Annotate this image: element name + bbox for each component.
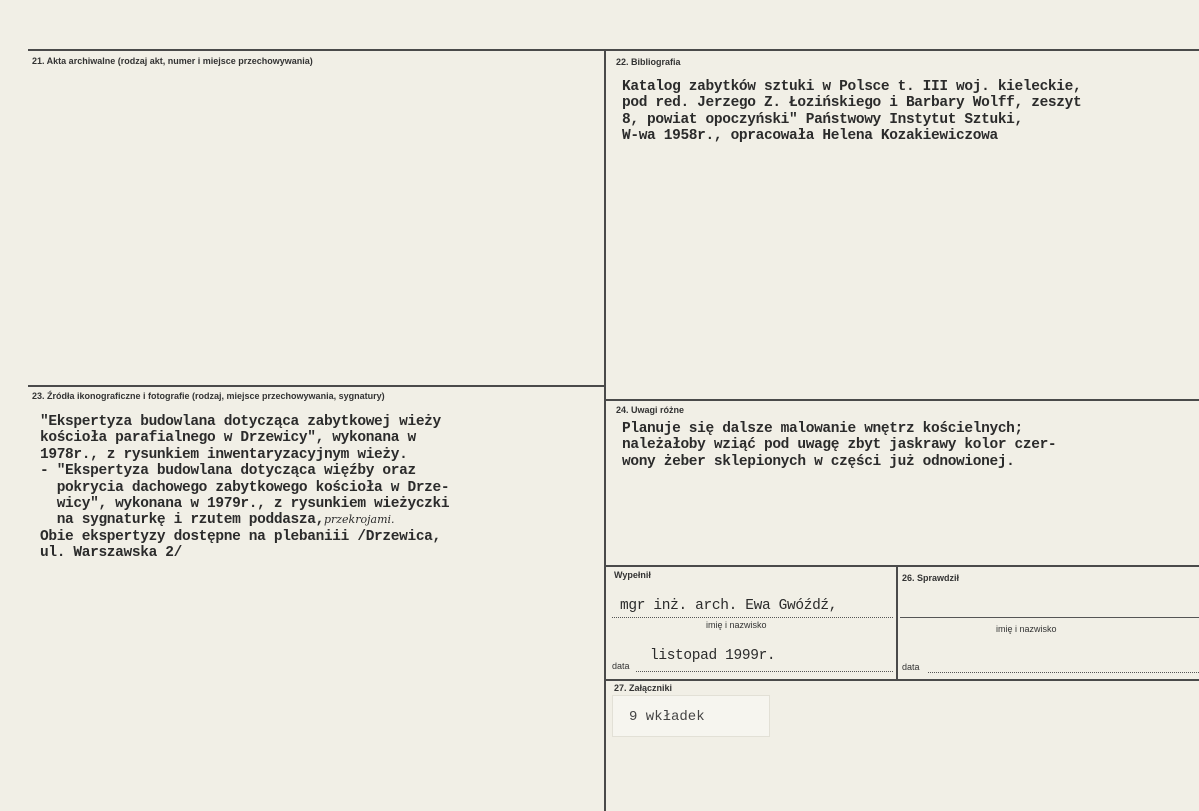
field-27-text: 9 wkładek (629, 709, 705, 725)
field-26-label: 26. Sprawdził (902, 573, 960, 583)
field-25-name: mgr inż. arch. Ewa Gwóźdź, (620, 598, 838, 614)
field-24-text: Planuje się dalsze malowanie wnętrz kościelnych; należałoby wziąć pod uwagę zbyt jaskrawy kolor czer- wony żeber sklepionych w części już odnowionej. (622, 421, 1057, 470)
rule-27 (606, 679, 1199, 681)
field-23-handwritten-note: przekrojami. (323, 513, 395, 527)
field-23-typed: "Ekspertyza budowlana dotycząca zabytkowej wieży kościoła parafialnego w Drzewicy", wykonana w 1978r., z rysunkiem inwentaryzacyjnym wieży. - "Ekspertyza budowlana dotycząca więźby oraz pokrycia dachowego zabytkowego kościoła w Drze- wicy", wykonana w 1979r., z rysunkiem wieżyczki na sygnaturkę i rzutem poddasza, (40, 414, 450, 529)
field-26-name-caption: imię i nazwisko (996, 624, 1057, 634)
field-22-label: 22. Bibliografia (616, 57, 681, 67)
field-25-name-caption: imię i nazwisko (706, 620, 767, 630)
field-25-label: Wypełnił (614, 570, 651, 580)
divider-25-26 (896, 566, 898, 679)
rule-23 (28, 385, 605, 387)
field-23-typed-tail: Obie ekspertyzy dostępne na plebaniii /Drzewica, ul. Warszawska 2/ (40, 528, 441, 562)
rule-24 (606, 399, 1199, 401)
field-24-label: 24. Uwagi różne (616, 405, 685, 415)
field-25-name-line (612, 617, 893, 618)
field-26-date-label: data (902, 662, 920, 672)
attachments-sticker (612, 695, 770, 737)
field-25-date-label: data (612, 661, 630, 671)
field-21-label: 21. Akta archiwalne (rodzaj akt, numer i miejsce przechowywania) (32, 56, 313, 66)
field-27-label: 27. Załączniki (614, 683, 673, 693)
field-26-date-line (928, 672, 1199, 673)
top-rule (28, 49, 1199, 51)
rule-25 (606, 565, 1199, 567)
field-25-date: listopad 1999r. (650, 648, 776, 664)
field-22-text: Katalog zabytków sztuki w Polsce t. III woj. kieleckie, pod red. Jerzego Z. Łozińskiego i Barbary Wolff, zeszyt 8, powiat opoczyński" Państwowy Instytut Sztuki, W-wa 1958r., opracowała Helena Kozakiewiczowa (622, 79, 1082, 145)
field-25-date-line (636, 671, 893, 672)
field-23-text (40, 414, 449, 562)
field-26-name-line (900, 617, 1199, 618)
center-divider (604, 49, 606, 811)
field-23-label: 23. Źródła ikonograficzne i fotografie (rodzaj, miejsce przechowywania, sygnatury) (32, 391, 385, 401)
